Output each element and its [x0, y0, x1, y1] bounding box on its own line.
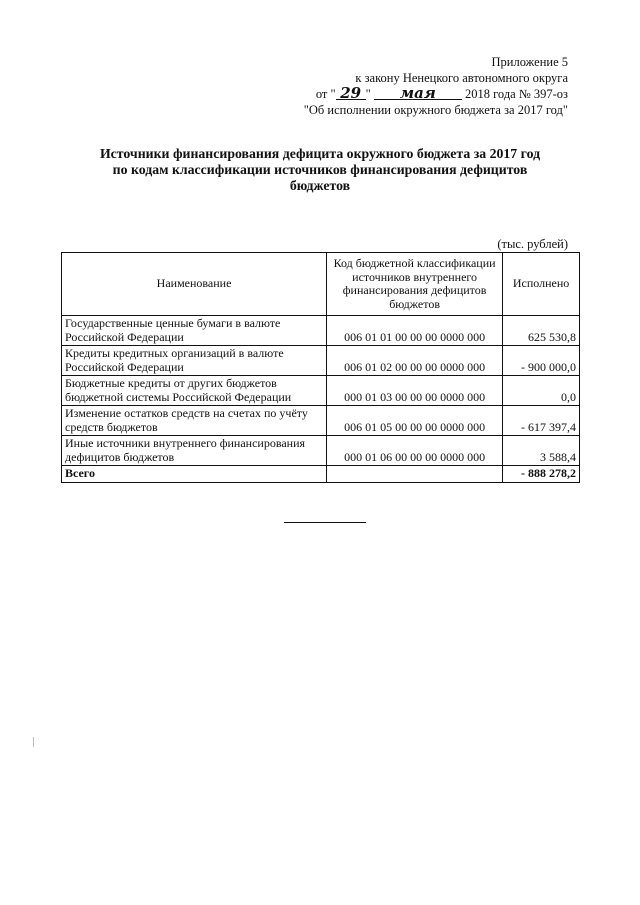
row-code: 006 01 05 00 00 00 0000 000: [327, 406, 503, 436]
table-header-row: [62, 253, 580, 316]
row-code: 006 01 01 00 00 00 0000 000: [327, 316, 503, 346]
title-line-1: Источники финансирования дефицита окружного бюджета за 2017 год: [99, 146, 541, 161]
table-row: [62, 316, 580, 346]
date-prefix: от ": [315, 87, 336, 101]
header-code: Код бюджетной классификации источников внутреннего финансирования дефицитов бюджетов: [327, 253, 503, 316]
header-executed: Исполнено: [503, 253, 580, 316]
table-row: [62, 406, 580, 436]
appendix-law-title: "Об исполнении окружного бюджета за 2017 год": [303, 103, 568, 117]
total-label: Всего: [62, 466, 327, 483]
table-row: [62, 376, 580, 406]
table-row: [62, 436, 580, 466]
appendix-header: [304, 54, 568, 118]
closing-rule: [284, 522, 366, 523]
row-executed: - 617 397,4: [503, 406, 580, 436]
row-name: Кредиты кредитных организаций в валюте Российской Федерации: [62, 346, 327, 376]
row-code: 006 01 02 00 00 00 0000 000: [327, 346, 503, 376]
row-name: Иные источники внутреннего финансирования дефицитов бюджетов: [62, 436, 327, 466]
title-line-3: бюджетов: [289, 178, 351, 193]
row-executed: 625 530,8: [503, 316, 580, 346]
row-name: Изменение остатков средств на счетах по учёту средств бюджетов: [62, 406, 327, 436]
total-code: [327, 466, 503, 483]
row-executed: 0,0: [503, 376, 580, 406]
row-executed: - 900 000,0: [503, 346, 580, 376]
table-total-row: [62, 466, 580, 483]
handwritten-day: 29: [336, 87, 366, 100]
total-executed: - 888 278,2: [503, 466, 580, 483]
appendix-date-line: [304, 86, 568, 102]
appendix-law-reference: к закону Ненецкого автономного округа: [355, 71, 568, 85]
date-suffix: 2018 года № 397-оз: [464, 87, 568, 101]
appendix-number: Приложение 5: [491, 55, 568, 69]
date-quote: ": [365, 87, 371, 101]
table-row: [62, 346, 580, 376]
row-name: Бюджетные кредиты от других бюджетов бюджетной системы Российской Федерации: [62, 376, 327, 406]
row-code: 000 01 03 00 00 00 0000 000: [327, 376, 503, 406]
row-executed: 3 588,4: [503, 436, 580, 466]
row-name: Государственные ценные бумаги в валюте Российской Федерации: [62, 316, 327, 346]
document-title: [60, 146, 580, 194]
scan-speck: [33, 737, 34, 747]
units-label: (тыс. рублей): [497, 237, 568, 251]
header-name: Наименование: [62, 253, 327, 316]
financing-sources-table: [61, 252, 580, 483]
handwritten-month: мая: [374, 87, 462, 100]
title-line-2: по кодам классификации источников финансирования дефицитов: [112, 162, 528, 177]
row-code: 000 01 06 00 00 00 0000 000: [327, 436, 503, 466]
